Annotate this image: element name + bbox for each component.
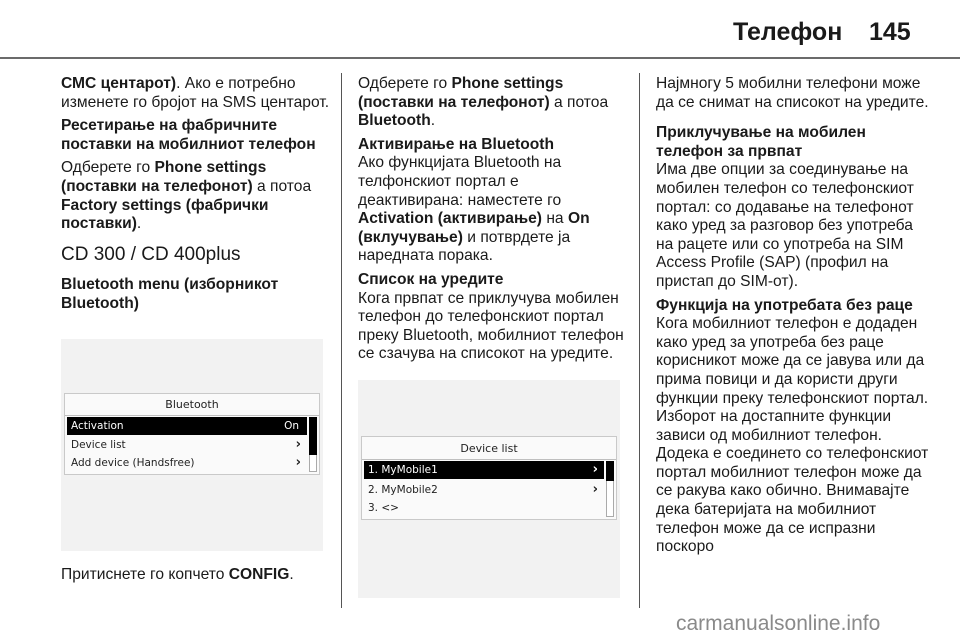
factory-reset-heading-text: Ресетирање на фабричните поставки на мобилниот телефон [61, 117, 316, 153]
column-separator [639, 73, 640, 608]
text-fragment: Притиснете го копчето [61, 566, 229, 583]
device-list-screen [361, 436, 617, 520]
row-label: Device list [71, 439, 126, 451]
scrollbar-thumb [606, 461, 614, 481]
text-fragment: Одберете го [358, 75, 452, 92]
row-label: 3. <> [368, 502, 399, 514]
first-connection-heading-text: Приклучување на мобилен телефон за првпат [656, 124, 866, 160]
paragraph-press-config [61, 566, 331, 585]
handsfree-heading-text: Функција на употребата без раце [656, 296, 913, 314]
heading-device-list [358, 271, 628, 290]
watermark-text: carmanualsonline.info [676, 612, 881, 635]
menu-ref-phone-settings: Phone settings (поставки на телефонот) [61, 159, 267, 195]
paragraph-activation [358, 154, 628, 266]
activation-heading-text: Активирање на Bluetooth [358, 135, 554, 153]
row-label: 2. MyMobile2 [368, 484, 438, 496]
text-fragment: . [289, 566, 294, 583]
device-list-heading-text: Список на уредите [358, 270, 504, 288]
row-value: On [284, 420, 299, 432]
column-separator [341, 73, 342, 608]
menu-ref-phone-settings: Phone settings (поставки на телефонот) [358, 75, 564, 111]
chevron-right-icon: › [592, 462, 598, 477]
button-ref-config: CONFIG [228, 566, 290, 583]
section-title: CD 300 / CD 400plus [61, 243, 241, 265]
scrollbar-thumb [309, 417, 317, 455]
sms-center-bold: СМС центарот) [61, 75, 177, 92]
screen-row-activation [67, 417, 307, 435]
page-number: 145 [869, 18, 911, 46]
row-label: Activation [71, 420, 124, 432]
text-fragment: Ако функцијата Bluetooth на телфонскиот портал е деактивирана: наместете го [358, 154, 562, 209]
bluetooth-screen [64, 393, 320, 475]
heading-factory-reset [61, 117, 331, 154]
paragraph-max-devices: Најмногу 5 мобилни телефони може да се снимат на списокот на уредите. [656, 75, 929, 111]
text-fragment: Одберете го [61, 159, 155, 177]
screen-divider [65, 415, 319, 416]
menu-ref-activation: Activation (активирање) [358, 210, 542, 228]
paragraph-factory-reset [61, 159, 331, 233]
heading-bluetooth-activation [358, 136, 628, 155]
heading-handsfree-function [656, 297, 932, 316]
chevron-right-icon: › [295, 437, 301, 452]
paragraph-device-list: Кога првпат се приклучува мобилен телефон до телефонскиот портал преку Bluetooth, мобилниот телефон се сзачува на списокот на уредите. [358, 289, 624, 363]
column-left [61, 75, 331, 319]
text-fragment: на [541, 210, 568, 228]
screen-row-mymobile1 [364, 461, 604, 479]
text-fragment: а потоа [252, 177, 312, 195]
menu-ref-on: On (вклучување) [358, 210, 590, 246]
paragraph-select-bluetooth [358, 75, 628, 131]
chevron-right-icon: › [295, 455, 301, 470]
press-config-text-block [61, 566, 331, 590]
page-running-title: Телефон [733, 18, 843, 46]
screen-row-empty-slot [364, 499, 604, 517]
chevron-right-icon: › [592, 482, 598, 497]
bluetooth-screen-illustration [61, 339, 323, 551]
text-fragment: и потврдете ја наредната порака. [358, 228, 571, 265]
screen-row-add-device [67, 454, 307, 472]
text-fragment: . [136, 215, 142, 233]
paragraph-connection-options: Има две опции за соединување на мобилен телефон со телефонскиот портал: со додавање на телефонот како уред за разговор без употреба на рацете или со употреба на SIM Access Profile (SAP) (профил на пристап до SIM-от). [656, 161, 914, 290]
device-list-screen-illustration [358, 380, 620, 598]
heading-first-connection [656, 124, 932, 161]
screen-title: Device list [460, 442, 518, 455]
screen-title: Bluetooth [165, 398, 219, 411]
bluetooth-menu-heading-text: Bluetooth menu (изборникот Bluetooth) [61, 276, 279, 312]
paragraph-handsfree: Кога мобилниот телефон е додаден како уред за употреба без раце корисникот може да се јавува или да прима повици и да користи други функции преку телефонскиот портал. Изборот на достапните функции зависи од мобилниот телефон. Додека е соединето со телефонскиот портал мобилниот телефон може да се ракува како обично. Внимавајте дека батеријата на мобилниот телефон може да се испразни поскоро [656, 315, 929, 556]
paragraph-sms-center [61, 75, 331, 112]
screen-row-mymobile2 [364, 481, 604, 499]
heading-bluetooth-menu [61, 276, 331, 313]
text-fragment: а потоа [549, 93, 609, 111]
row-label: Add device (Handsfree) [71, 457, 195, 469]
column-right [656, 75, 932, 562]
screen-divider [362, 459, 616, 460]
screen-row-device-list [67, 436, 307, 454]
row-label: 1. MyMobile1 [368, 464, 438, 476]
sms-center-text: . Ако е потребно изменете го бројот на SMS центарот. [61, 75, 330, 111]
menu-ref-bluetooth: Bluetooth [358, 112, 431, 130]
header-divider [0, 57, 960, 59]
text-fragment: . [430, 112, 436, 130]
menu-ref-factory-settings: Factory settings (фабрички поставки) [61, 196, 269, 233]
column-middle [358, 75, 628, 369]
